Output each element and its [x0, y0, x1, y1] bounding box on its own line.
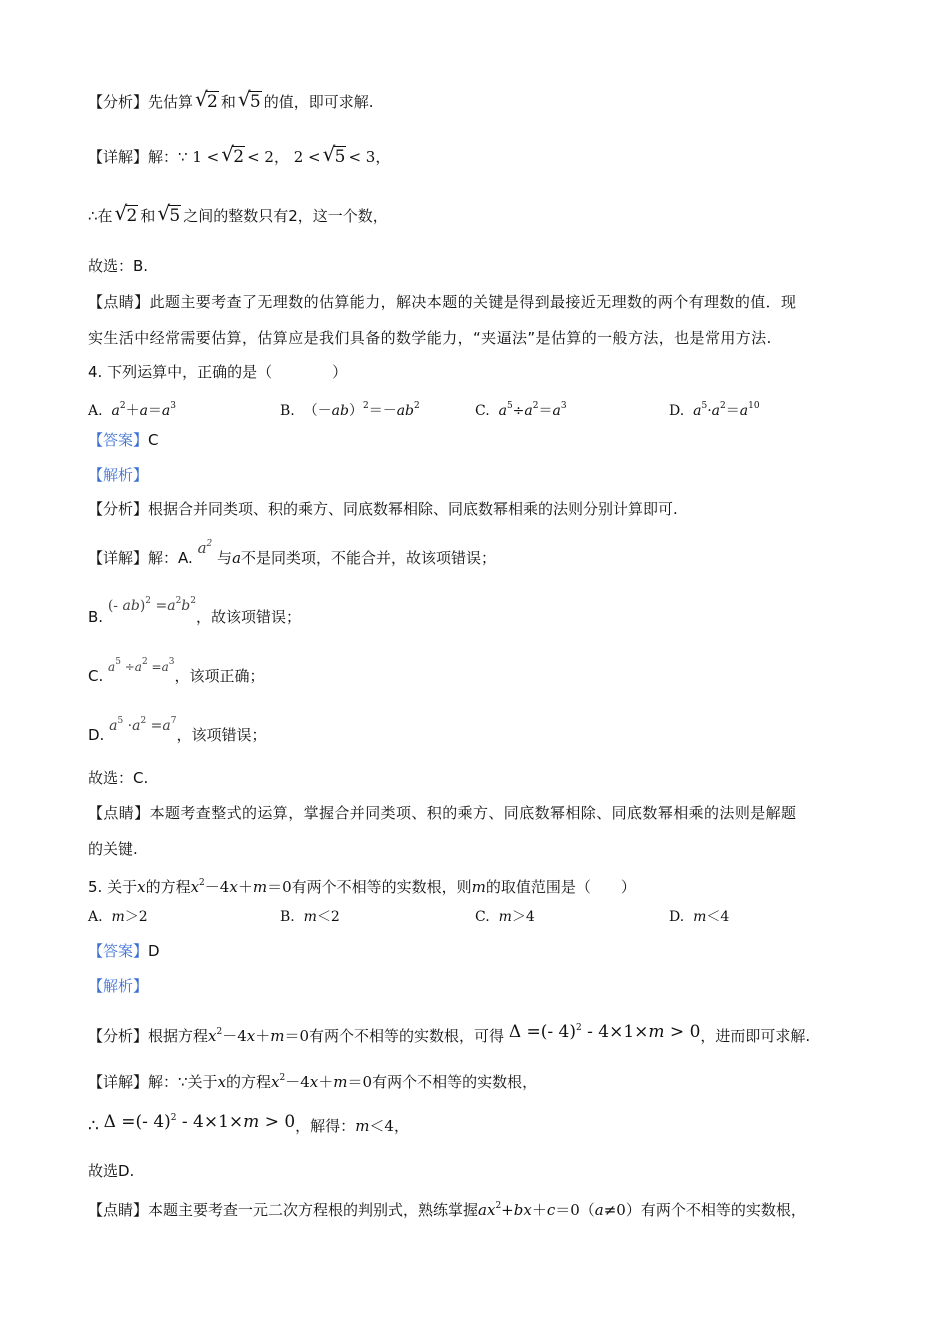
- detail-tag: 【详解】: [88, 148, 149, 166]
- q4-comment-1: [88, 803, 796, 823]
- analysis-tag: 【分析】: [88, 93, 149, 111]
- math-discriminant: Δ =(- 4)$^2$ - 4×1×m > 0: [103, 1112, 296, 1132]
- q4-title: 4. 下列运算中，正确的是（ ）: [88, 363, 348, 381]
- text: ，故该项错误；: [196, 608, 302, 626]
- sqrt-2: √ 2: [221, 147, 245, 167]
- q5-option-d: D. m＜4: [669, 909, 730, 925]
- op: ＋: [237, 878, 253, 896]
- text: ，该项错误；: [176, 726, 267, 744]
- var-m: m: [471, 878, 486, 896]
- result: ＜4，: [369, 1117, 409, 1135]
- label: B.: [88, 608, 104, 626]
- text: 根据方程: [148, 1027, 209, 1045]
- text: ，解得：: [295, 1117, 356, 1135]
- text: 的值，即可求解.: [263, 93, 374, 111]
- answer-tag: 【答案】: [88, 942, 149, 960]
- comma: ，: [375, 148, 391, 166]
- text: 有两个不相等的实数根，: [372, 1073, 538, 1091]
- eq: ＝0: [267, 878, 292, 896]
- comment-tag: 【点睛】: [88, 293, 150, 311]
- text: 解：∵关于: [148, 1073, 218, 1091]
- var-x: x: [208, 1027, 217, 1045]
- q5-jiexi: 【解析】: [88, 977, 149, 995]
- coef: 4: [219, 878, 230, 896]
- text: 的取值范围是（ ）: [485, 878, 636, 896]
- ineq-part: 2 <: [293, 148, 321, 166]
- text: 不是同类项，不能合并，故该项错误；: [241, 549, 497, 567]
- q4-choice: 故选：C.: [88, 769, 149, 787]
- q4-detail-a: [88, 539, 497, 568]
- q4-detail-c: [88, 657, 265, 687]
- math-a2: $a^2$: [197, 539, 213, 557]
- text: 和: [220, 93, 236, 111]
- text: 与: [217, 549, 233, 567]
- text: ，该项正确；: [174, 667, 265, 685]
- text: 解：A.: [148, 549, 193, 567]
- text: ∴在: [88, 207, 113, 225]
- q4-detail-d: [88, 716, 267, 746]
- q5-option-c: C. m＞4: [475, 909, 535, 925]
- comment-tag: 【点睛】: [88, 804, 150, 822]
- therefore-sign: ∴: [88, 1116, 99, 1136]
- therefore-line: [88, 206, 388, 226]
- q4-option-a: A. $a^2+a=a^3$: [88, 401, 177, 419]
- sqrt-2: √ 2: [195, 92, 219, 112]
- q5-option-b: B. m＜2: [280, 909, 340, 925]
- text: 解：∵: [148, 148, 188, 166]
- sqrt-5: √ 5: [157, 206, 181, 226]
- math-d: $a^5 \cdot a^2 =a^7$: [109, 716, 177, 734]
- var-x: x: [190, 878, 200, 896]
- math-c: a5 ÷a2 =a3: [108, 657, 175, 674]
- sqrt-5: √ 5: [323, 147, 347, 167]
- detail-tag: 【详解】: [88, 1073, 149, 1091]
- math-b: (- $ab)^2 =a^2b^2$: [107, 596, 196, 614]
- var-x: x: [229, 878, 238, 896]
- math-discriminant: Δ =(- 4)$^2$ - 4×1×m > 0: [508, 1022, 701, 1042]
- answer-value: D: [148, 942, 160, 960]
- text: 有两个不相等的实数根，则: [291, 878, 472, 896]
- text: ，进而即可求解.: [700, 1027, 811, 1045]
- detail-line: [88, 147, 390, 167]
- q5-title: 5. 关于x的方程$x^2-4x+m=0$有两个不相等的实数根，则m的取值范围是（ ）: [88, 878, 636, 896]
- text: 本题考查整式的运算，掌握合并同类项、积的乘方、同底数幂相除、同底数幂相乘的法则是解题: [149, 804, 797, 822]
- q4-option-b: B. $(-ab)^2=-ab^2$: [280, 401, 420, 419]
- var-x: x: [137, 878, 146, 896]
- ineq-part: 1 <: [192, 148, 220, 166]
- q4-option-d: D. $a^5\cdot a^2=a^{10}$: [669, 401, 760, 419]
- eq: ＝0（: [555, 1201, 595, 1219]
- text: ≠0）有两个不相等的实数根，: [603, 1201, 806, 1219]
- text: 根据合并同类项、积的乘方、同底数幂相除、同底数幂相乘的法则分别计算即可.: [148, 500, 678, 518]
- text: 先估算: [148, 93, 194, 111]
- text: 之间的整数只有2，这一个数，: [183, 207, 388, 225]
- label: D.: [88, 726, 105, 744]
- comment-tag: 【点睛】: [88, 1201, 149, 1219]
- choice-line: 故选：B.: [88, 257, 149, 275]
- ineq-part: < 2: [247, 148, 274, 166]
- comment-line-1: [88, 292, 796, 312]
- text: 此题主要考查了无理数的估算能力，解决本题的关键是得到最接近无理数的两个有理数的值．现: [149, 293, 797, 311]
- q5-option-a: A. m＞2: [88, 909, 148, 925]
- q5-therefore: ∴ Δ =(- 4)$^2$ - 4×1×m > 0，解得：m＜4，: [88, 1112, 409, 1136]
- var-m: m: [252, 878, 268, 896]
- label: C.: [88, 667, 104, 685]
- q4-option-c: C. $a^5\div a^2=a^3$: [475, 401, 567, 419]
- text: 有两个不相等的实数根，可得: [309, 1027, 505, 1045]
- q5-choice: 故选D.: [88, 1162, 135, 1180]
- text: 的方程: [145, 878, 191, 896]
- var-x: x: [217, 1073, 227, 1091]
- q5-detail: 【详解】解：∵关于x的方程$x^2-4x+m=0$有两个不相等的实数根，: [88, 1073, 538, 1091]
- q4-analysis: [88, 499, 678, 519]
- analysis-line: [88, 92, 373, 112]
- text: 本题主要考查一元二次方程根的判别式，熟练掌握: [148, 1201, 479, 1219]
- var-a: a: [232, 549, 242, 567]
- q4-detail-b: [88, 596, 302, 628]
- answer-value: C: [148, 431, 159, 449]
- q4-jiexi: 【解析】: [88, 466, 149, 484]
- text: 和: [140, 207, 156, 225]
- q5-answer: [88, 941, 160, 961]
- q5-analysis: 【分析】根据方程$x^2-4x+m=0$有两个不相等的实数根，可得 Δ =(- 4)$^2$ - 4×1×m > 0，进而即可求解.: [88, 1022, 811, 1045]
- q5-comment: 【点睛】本题主要考查一元二次方程根的判别式，熟练掌握$ax^2+bx+c=0(a\ne 0)$有两个不相等的实数根，: [88, 1201, 806, 1219]
- analysis-tag: 【分析】: [88, 500, 149, 518]
- detail-tag: 【详解】: [88, 549, 149, 567]
- q4-comment-2: 的关键.: [88, 840, 138, 858]
- text: 的方程: [226, 1073, 272, 1091]
- answer-tag: 【答案】: [88, 431, 149, 449]
- comma: ，: [273, 148, 289, 166]
- analysis-tag: 【分析】: [88, 1027, 149, 1045]
- ineq-part: < 3: [348, 148, 376, 166]
- sqrt-5: √ 5: [238, 92, 262, 112]
- sqrt-2: √ 2: [115, 206, 139, 226]
- q4-answer: [88, 430, 159, 450]
- comment-line-2: 实生活中经常需要估算，估算应是我们具备的数学能力，“夹逼法”是估算的一般方法，也是常用方法.: [88, 329, 772, 347]
- text: 5. 关于: [88, 878, 138, 896]
